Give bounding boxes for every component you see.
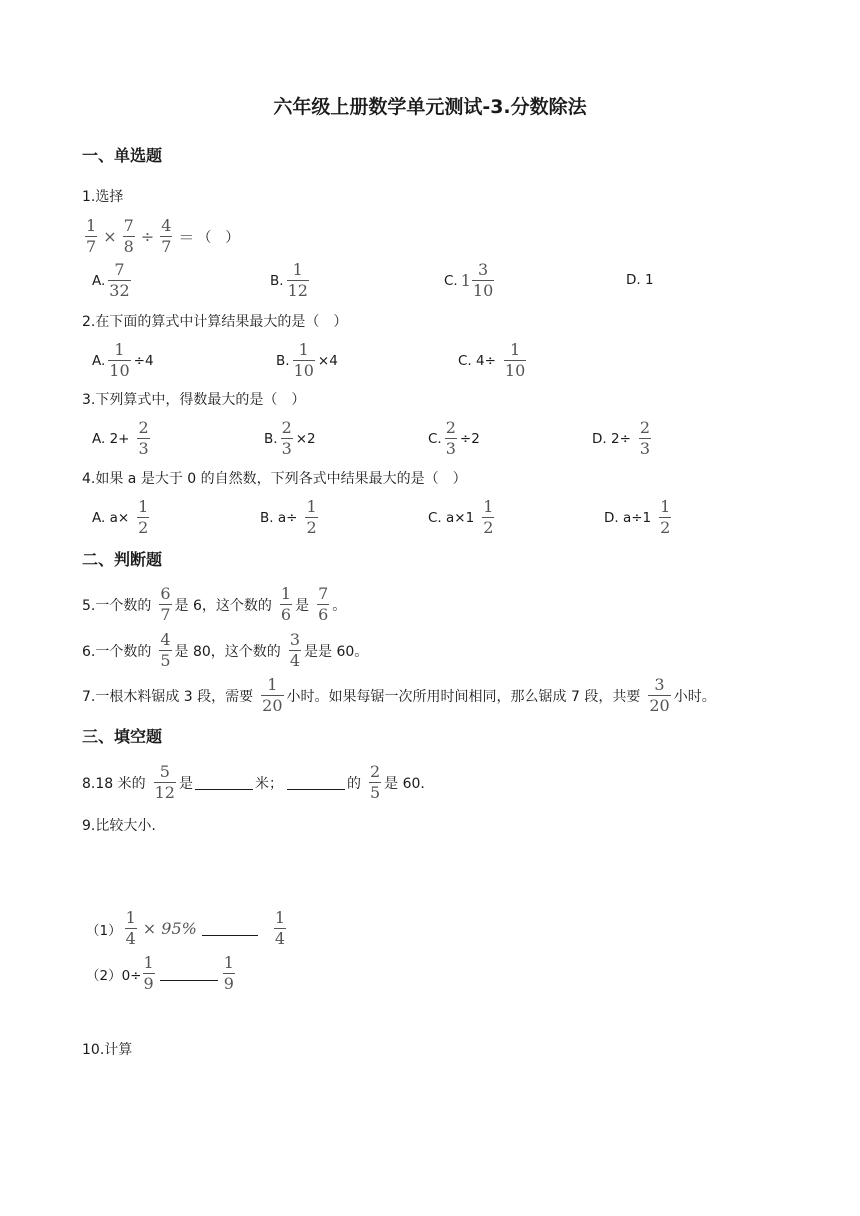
- q2-stem: 2.在下面的算式中计算结果最大的是（ ）: [82, 314, 348, 330]
- q2-option-a[interactable]: A. $\frac{1}{10}$ ÷4: [92, 340, 154, 380]
- q4-option-b[interactable]: B. a÷ $\frac{1}{2}$: [260, 497, 317, 537]
- fraction: $\frac{4}{7}$: [161, 216, 172, 256]
- q9-stem: 9.比较大小.: [82, 818, 156, 834]
- equals-sign: ＝: [178, 228, 195, 247]
- q1-option-d[interactable]: D. 1: [626, 272, 654, 288]
- q6-line: 6.一个数的 $\frac{4}{5}$ 是 80，这个数的 $\frac{3}{4}$ 是是 60。: [82, 630, 369, 670]
- section-heading-single-choice: 一、单选题: [82, 146, 163, 165]
- answer-parentheses: （ ）: [197, 229, 240, 246]
- q3-option-a[interactable]: A. 2+ $\frac{2}{3}$: [92, 418, 149, 458]
- q7-line: 7.一根木料锯成 3 段，需要 $\frac{1}{20}$ 小时。如果每锯一次所用时间相同，那么锯成 7 段，共要 $\frac{3}{20}$ 小时。: [82, 675, 716, 715]
- fraction: $\frac{7}{8}$: [123, 216, 134, 256]
- operator: ×: [103, 227, 117, 246]
- q1-option-b[interactable]: B. $\frac{1}{12}$: [270, 260, 308, 300]
- section-heading-fill-blank: 三、填空题: [82, 727, 163, 746]
- q8-line: 8.18 米的 $\frac{5}{12}$ 是 米； 的 $\frac{2}{5}$ 是 60.: [82, 762, 425, 802]
- q10-stem: 10.计算: [82, 1042, 133, 1058]
- section-heading-true-false: 二、判断题: [82, 550, 163, 569]
- q2-option-c[interactable]: C. 4÷ $\frac{1}{10}$: [458, 340, 526, 380]
- q4-option-c[interactable]: C. a×1 $\frac{1}{2}$: [428, 497, 494, 537]
- fraction: $\frac{1}{7}$: [86, 216, 97, 256]
- answer-blank[interactable]: [195, 775, 253, 790]
- page-title: 六年级上册数学单元测试-3.分数除法: [273, 96, 587, 118]
- q4-option-d[interactable]: D. a÷1 $\frac{1}{2}$: [604, 497, 671, 537]
- q4-stem: 4.如果 a 是大于 0 的自然数，下列各式中结果最大的是（ ）: [82, 471, 467, 487]
- q3-option-d[interactable]: D. 2÷ $\frac{2}{3}$: [592, 418, 651, 458]
- q1-expression: [82, 218, 239, 255]
- q3-option-c[interactable]: C. $\frac{2}{3}$ ÷2: [428, 418, 480, 458]
- q9-item-2: （2）0÷ $\frac{1}{9}$ $\frac{1}{9}$: [86, 953, 234, 993]
- q3-stem: 3.下列算式中，得数最大的是（ ）: [82, 392, 306, 408]
- q1-option-a[interactable]: A. $\frac{7}{32}$: [92, 260, 130, 300]
- q1-option-c[interactable]: C. 1 $\frac{3}{10}$: [444, 260, 494, 300]
- q2-option-b[interactable]: B. $\frac{1}{10}$ ×4: [276, 340, 338, 380]
- answer-blank[interactable]: [287, 775, 345, 790]
- q1-stem: 1.选择: [82, 189, 124, 205]
- answer-blank[interactable]: [160, 966, 218, 981]
- q5-line: 5.一个数的 $\frac{6}{7}$ 是 6，这个数的 $\frac{1}{6}$ 是 $\frac{7}{6}$ 。: [82, 584, 347, 624]
- answer-blank[interactable]: [202, 921, 258, 936]
- q9-item-1: （1） $\frac{1}{4}$ × 95% $\frac{1}{4}$: [86, 908, 286, 948]
- operator: ÷: [140, 227, 155, 246]
- q4-option-a[interactable]: A. a× $\frac{1}{2}$: [92, 497, 149, 537]
- q3-option-b[interactable]: B. $\frac{2}{3}$ ×2: [264, 418, 316, 458]
